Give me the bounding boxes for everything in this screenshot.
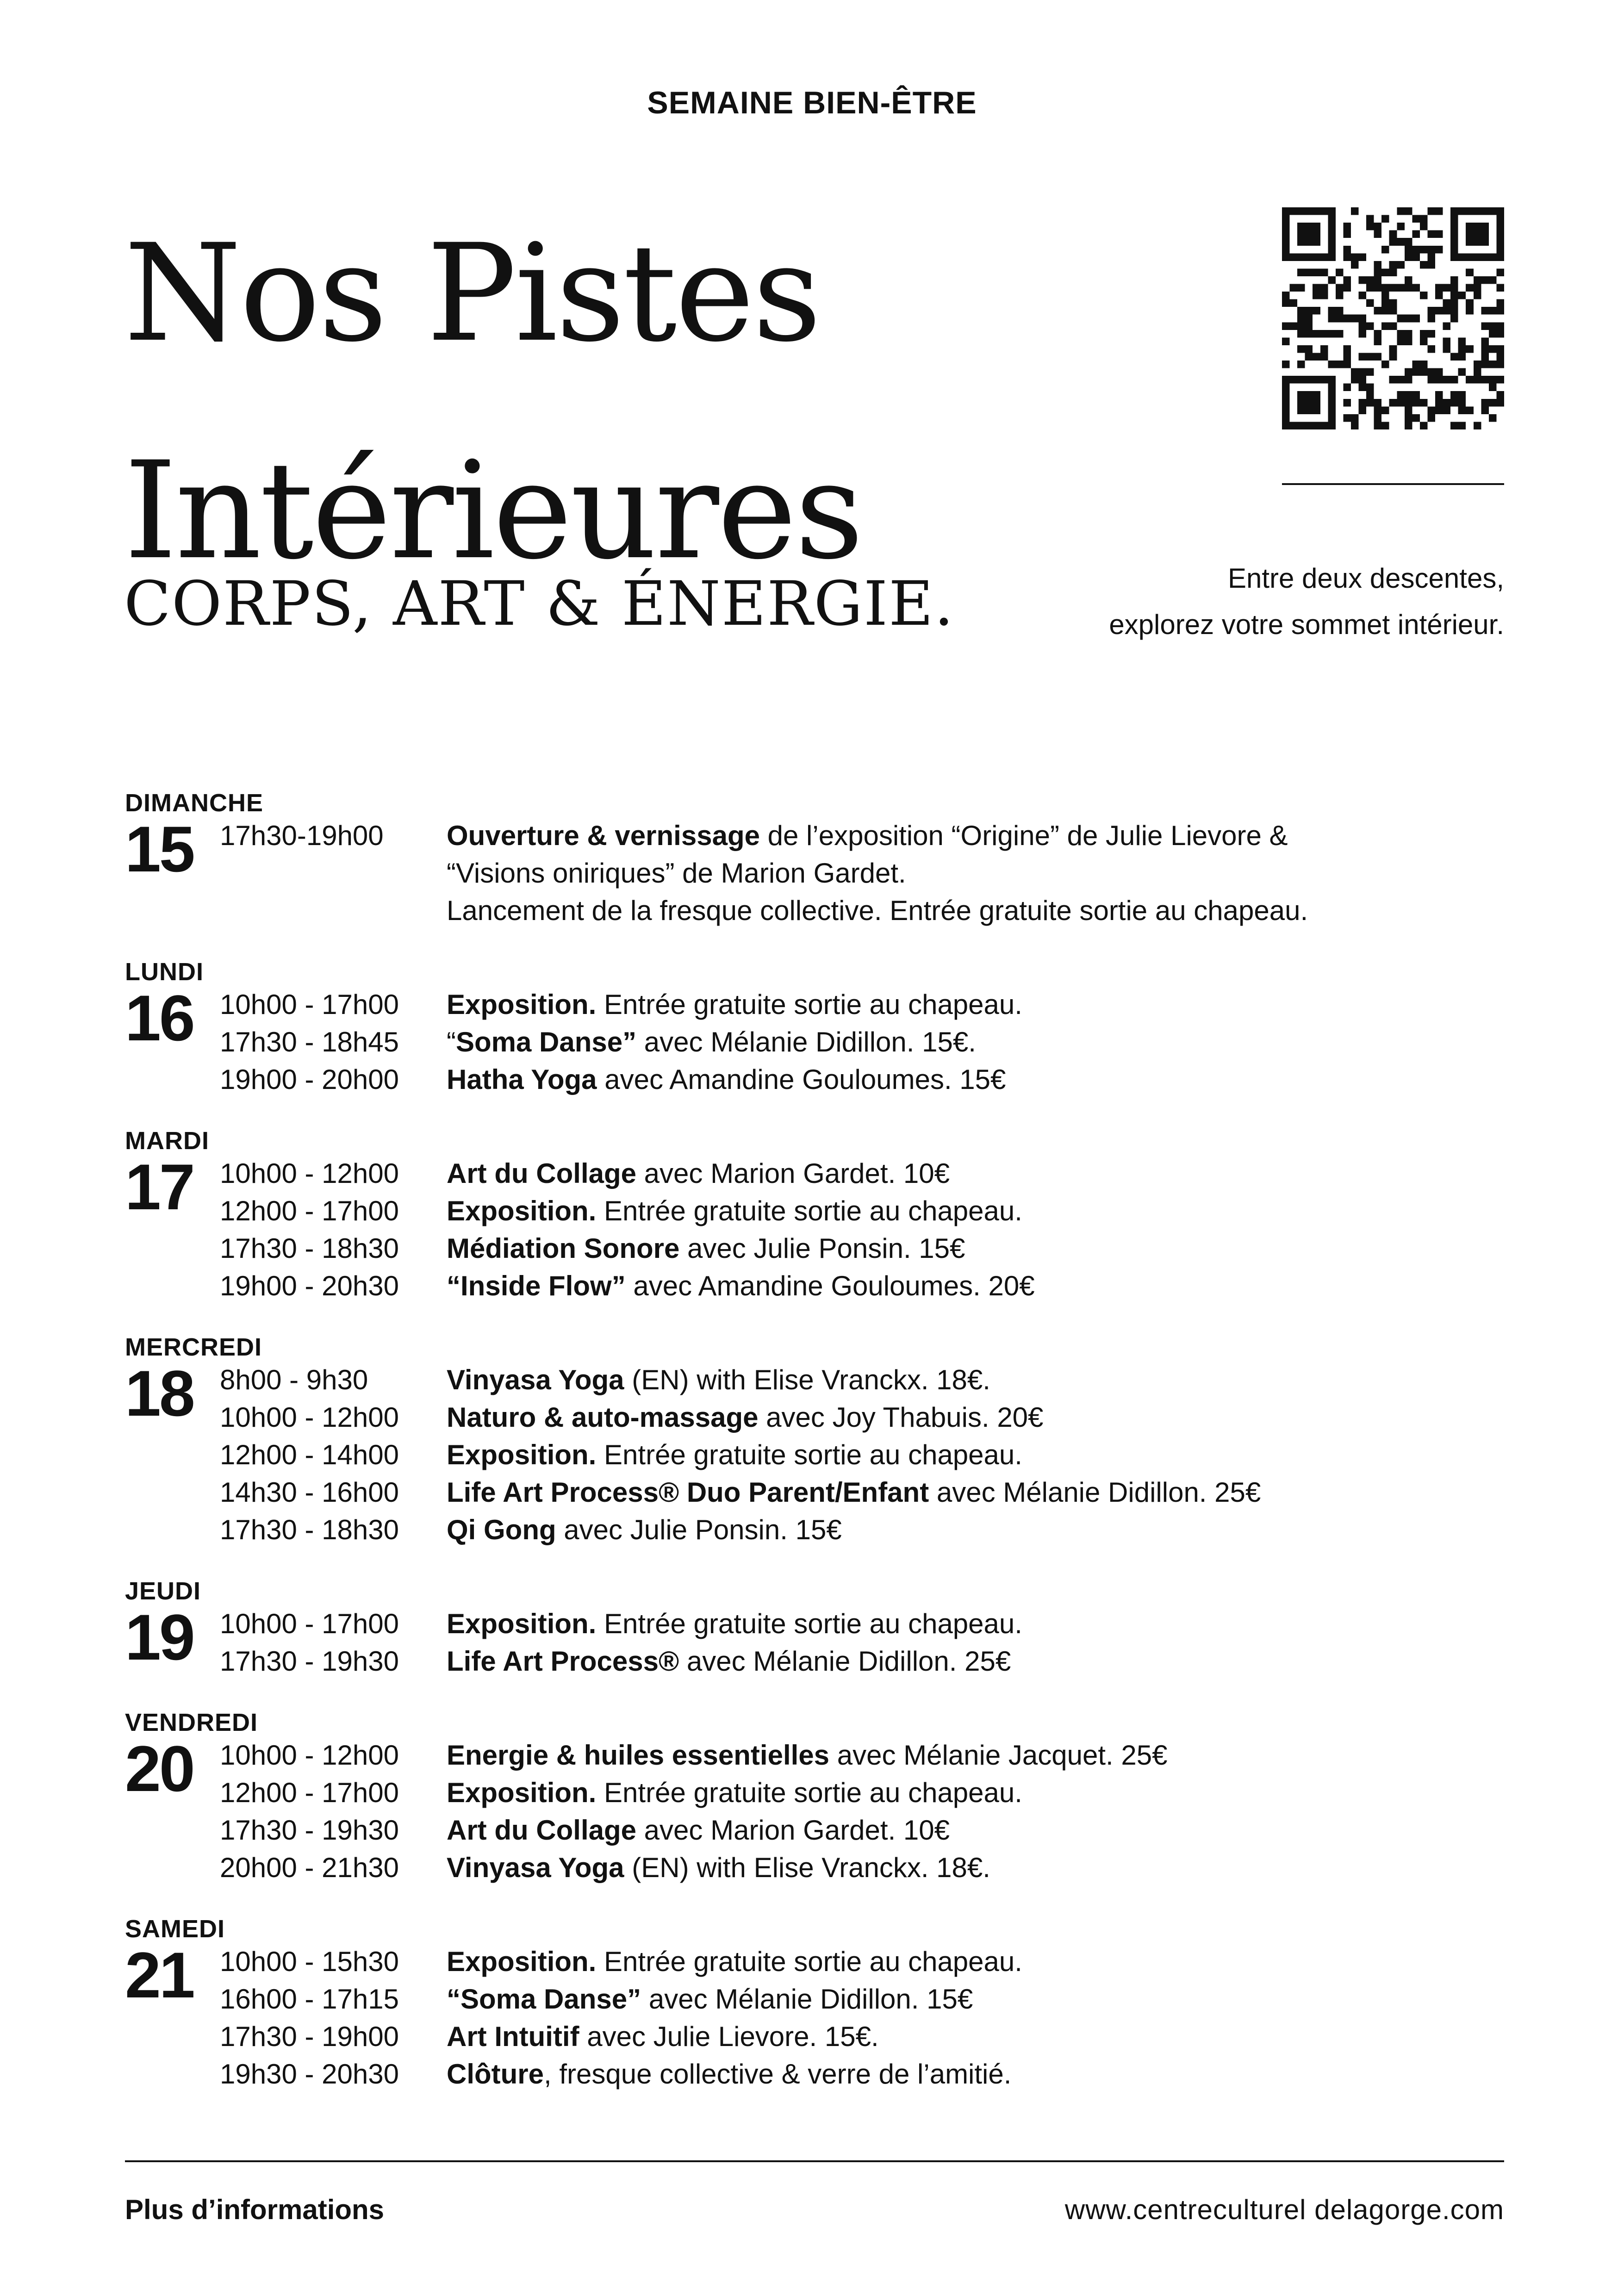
schedule-row <box>220 854 1513 892</box>
time-slot: 8h00 - 9h30 <box>220 1364 368 1395</box>
schedule-row <box>220 2018 1513 2055</box>
activity-description <box>447 2018 1513 2055</box>
activity-name: Exposition. <box>447 1439 597 1470</box>
day-number: 20 <box>125 1732 193 1805</box>
time-slot: 17h30 - 18h30 <box>220 1514 399 1545</box>
time-slot: 16h00 - 17h15 <box>220 1984 399 2015</box>
activity-description <box>447 817 1513 854</box>
activity-details: “Visions oniriques” de Marion Gardet. <box>447 858 906 889</box>
time-slot: 10h00 - 15h30 <box>220 1946 399 1977</box>
time-slot: 10h00 - 17h00 <box>220 989 399 1020</box>
schedule-row <box>220 1192 1513 1230</box>
activity-description <box>447 1811 1513 1849</box>
schedule-row <box>220 1605 1513 1642</box>
time-slot: 12h00 - 14h00 <box>220 1439 399 1470</box>
activity-name: Art du Collage <box>447 1815 637 1846</box>
activity-name: Ouverture & vernissage <box>447 820 760 851</box>
day-name: SAMEDI <box>125 1915 225 1943</box>
activity-description <box>447 1849 1513 1886</box>
activity-description <box>447 1943 1513 1980</box>
day-number: 15 <box>125 813 193 885</box>
activity-details: Lancement de la fresque collective. Entrée gratuite sortie au chapeau. <box>447 895 1308 926</box>
day-block <box>125 1709 1513 1886</box>
time-slot: 10h00 - 12h00 <box>220 1158 399 1189</box>
day-number: 16 <box>125 982 193 1054</box>
activity-name: “Inside Flow” <box>447 1270 626 1301</box>
activity-details: avec Joy Thabuis. 20€ <box>758 1402 1044 1433</box>
schedule-row <box>220 892 1513 929</box>
schedule-row <box>220 1267 1513 1305</box>
activity-name: Clôture <box>447 2059 544 2090</box>
website-link[interactable]: www.centreculturel delagorge.com <box>1064 2194 1504 2225</box>
activity-name: Energie & huiles essentielles <box>447 1740 830 1771</box>
time-slot: 17h30 - 19h30 <box>220 1646 399 1677</box>
schedule-row <box>220 2055 1513 2093</box>
divider-short <box>1282 483 1504 485</box>
qr-code-icon[interactable] <box>1282 207 1504 429</box>
tagline <box>1109 555 1504 648</box>
activity-name: Art Intuitif <box>447 2021 579 2052</box>
activity-description <box>447 1061 1513 1098</box>
time-slot: 17h30 - 18h45 <box>220 1026 399 1057</box>
activity-description <box>447 1511 1513 1549</box>
activity-details: (EN) with Elise Vranckx. 18€. <box>624 1364 990 1395</box>
activity-name: Vinyasa Yoga <box>447 1852 624 1883</box>
activity-description <box>447 1474 1513 1511</box>
time-slot: 10h00 - 12h00 <box>220 1740 399 1771</box>
activity-description <box>447 1399 1513 1436</box>
schedule-row <box>220 1511 1513 1549</box>
poster-subtitle: CORPS, ART & ÉNERGIE. <box>124 568 955 640</box>
day-number: 17 <box>125 1151 193 1223</box>
schedule-row <box>220 1023 1513 1061</box>
activity-description <box>447 1605 1513 1642</box>
day-name: VENDREDI <box>125 1709 258 1736</box>
activity-description <box>447 1155 1513 1192</box>
schedule-row <box>220 1061 1513 1098</box>
tagline-line-2: explorez votre sommet intérieur. <box>1109 609 1504 640</box>
activity-description <box>447 1774 1513 1811</box>
schedule-row <box>220 1474 1513 1511</box>
activity-details: avec Amandine Gouloumes. 15€ <box>597 1064 1006 1095</box>
activity-details: avec Marion Gardet. 10€ <box>636 1815 950 1846</box>
activity-name: Life Art Process® <box>447 1646 679 1677</box>
activity-name: Exposition. <box>447 1777 597 1808</box>
activity-details: Entrée gratuite sortie au chapeau. <box>596 1777 1022 1808</box>
activity-details: Entrée gratuite sortie au chapeau. <box>596 989 1022 1020</box>
day-name: LUNDI <box>125 958 204 986</box>
time-slot: 19h30 - 20h30 <box>220 2059 399 2090</box>
activity-description <box>447 1230 1513 1267</box>
more-info-label: Plus d’informations <box>125 2194 385 2225</box>
activity-details: Entrée gratuite sortie au chapeau. <box>596 1439 1022 1470</box>
activity-details: Entrée gratuite sortie au chapeau. <box>596 1946 1022 1977</box>
activity-details: de l’exposition “Origine” de Julie Lievore & <box>759 820 1288 851</box>
day-name: DIMANCHE <box>125 789 263 817</box>
event-kicker: SEMAINE BIEN-ÊTRE <box>647 85 977 120</box>
activity-name: Hatha Yoga <box>447 1064 597 1095</box>
title-line-2: Intérieures <box>124 433 862 589</box>
schedule-row <box>220 1642 1513 1680</box>
day-block <box>125 958 1513 1098</box>
time-slot: 17h30 - 18h30 <box>220 1233 399 1264</box>
time-slot: 17h30 - 19h00 <box>220 2021 399 2052</box>
activity-details: Entrée gratuite sortie au chapeau. <box>596 1608 1022 1639</box>
activity-description <box>447 1267 1513 1305</box>
day-block <box>125 1127 1513 1305</box>
activity-details: Entrée gratuite sortie au chapeau. <box>596 1195 1022 1226</box>
schedule <box>125 789 1513 2121</box>
day-name: MERCREDI <box>125 1333 262 1361</box>
day-block <box>125 789 1513 929</box>
activity-details: avec Mélanie Didillon. 25€ <box>929 1477 1261 1508</box>
day-number: 18 <box>125 1357 193 1430</box>
activity-name: Art du Collage <box>447 1158 637 1189</box>
activity-details: avec Mélanie Didillon. 25€ <box>679 1646 1011 1677</box>
activity-description <box>447 1361 1513 1399</box>
activity-description <box>447 1192 1513 1230</box>
activity-name: Exposition. <box>447 989 597 1020</box>
activity-description <box>447 986 1513 1023</box>
time-slot: 17h30-19h00 <box>220 820 384 851</box>
activity-details: avec Marion Gardet. 10€ <box>636 1158 950 1189</box>
day-number: 19 <box>125 1601 193 1673</box>
activity-details: avec Amandine Gouloumes. 20€ <box>625 1270 1035 1301</box>
schedule-row <box>220 1849 1513 1886</box>
schedule-row <box>220 1399 1513 1436</box>
time-slot: 10h00 - 17h00 <box>220 1608 399 1639</box>
day-number: 21 <box>125 1939 193 2011</box>
activity-name: Exposition. <box>447 1195 597 1226</box>
time-slot: 20h00 - 21h30 <box>220 1852 399 1883</box>
time-slot <box>220 892 447 929</box>
activity-details: avec Julie Ponsin. 15€ <box>556 1514 842 1545</box>
activity-name: Soma Danse” <box>455 1026 637 1057</box>
activity-name: Exposition. <box>447 1946 597 1977</box>
time-slot: 19h00 - 20h30 <box>220 1270 399 1301</box>
activity-name: Life Art Process® Duo Parent/Enfant <box>447 1477 929 1508</box>
activity-description <box>447 1980 1513 2018</box>
activity-name: Exposition. <box>447 1608 597 1639</box>
schedule-row <box>220 1361 1513 1399</box>
footer-divider <box>125 2160 1504 2162</box>
schedule-row <box>220 1811 1513 1849</box>
activity-name: “Soma Danse” <box>447 1984 641 2015</box>
day-block <box>125 1915 1513 2093</box>
activity-details: , fresque collective & verre de l’amitié. <box>544 2059 1012 2090</box>
activity-details: avec Julie Ponsin. 15€ <box>679 1233 965 1264</box>
title-line-1: Nos Pistes <box>124 216 820 372</box>
time-slot: 12h00 - 17h00 <box>220 1777 399 1808</box>
activity-details: avec Mélanie Didillon. 15€ <box>641 1984 973 2015</box>
schedule-row <box>220 1943 1513 1980</box>
activity-name: Vinyasa Yoga <box>447 1364 624 1395</box>
time-slot: 12h00 - 17h00 <box>220 1195 399 1226</box>
time-slot: 14h30 - 16h00 <box>220 1477 399 1508</box>
activity-prefix: “ <box>447 1026 456 1057</box>
poster-title <box>124 185 862 620</box>
schedule-row <box>220 1155 1513 1192</box>
activity-name: Qi Gong <box>447 1514 556 1545</box>
activity-description <box>447 1736 1513 1774</box>
time-slot: 10h00 - 12h00 <box>220 1402 399 1433</box>
time-slot: 19h00 - 20h00 <box>220 1064 399 1095</box>
activity-details: (EN) with Elise Vranckx. 18€. <box>624 1852 990 1883</box>
time-slot: 17h30 - 19h30 <box>220 1815 399 1846</box>
day-block <box>125 1577 1513 1680</box>
schedule-row <box>220 1736 1513 1774</box>
tagline-line-1: Entre deux descentes, <box>1227 563 1504 594</box>
time-slot <box>220 854 447 892</box>
schedule-row <box>220 986 1513 1023</box>
activity-description <box>447 2055 1513 2093</box>
activity-details: avec Julie Lievore. 15€. <box>579 2021 879 2052</box>
schedule-row <box>220 1436 1513 1474</box>
activity-description <box>447 892 1513 929</box>
activity-details: avec Mélanie Jacquet. 25€ <box>829 1740 1168 1771</box>
activity-name: Médiation Sonore <box>447 1233 680 1264</box>
activity-description <box>447 854 1513 892</box>
activity-description <box>447 1023 1513 1061</box>
day-name: JEUDI <box>125 1577 201 1605</box>
schedule-row <box>220 1230 1513 1267</box>
day-block <box>125 1333 1513 1549</box>
schedule-row <box>220 1774 1513 1811</box>
schedule-row <box>220 1980 1513 2018</box>
activity-name: Naturo & auto-massage <box>447 1402 759 1433</box>
activity-details: avec Mélanie Didillon. 15€. <box>636 1026 976 1057</box>
schedule-row <box>220 817 1513 854</box>
activity-description <box>447 1642 1513 1680</box>
day-name: MARDI <box>125 1127 209 1155</box>
activity-description <box>447 1436 1513 1474</box>
